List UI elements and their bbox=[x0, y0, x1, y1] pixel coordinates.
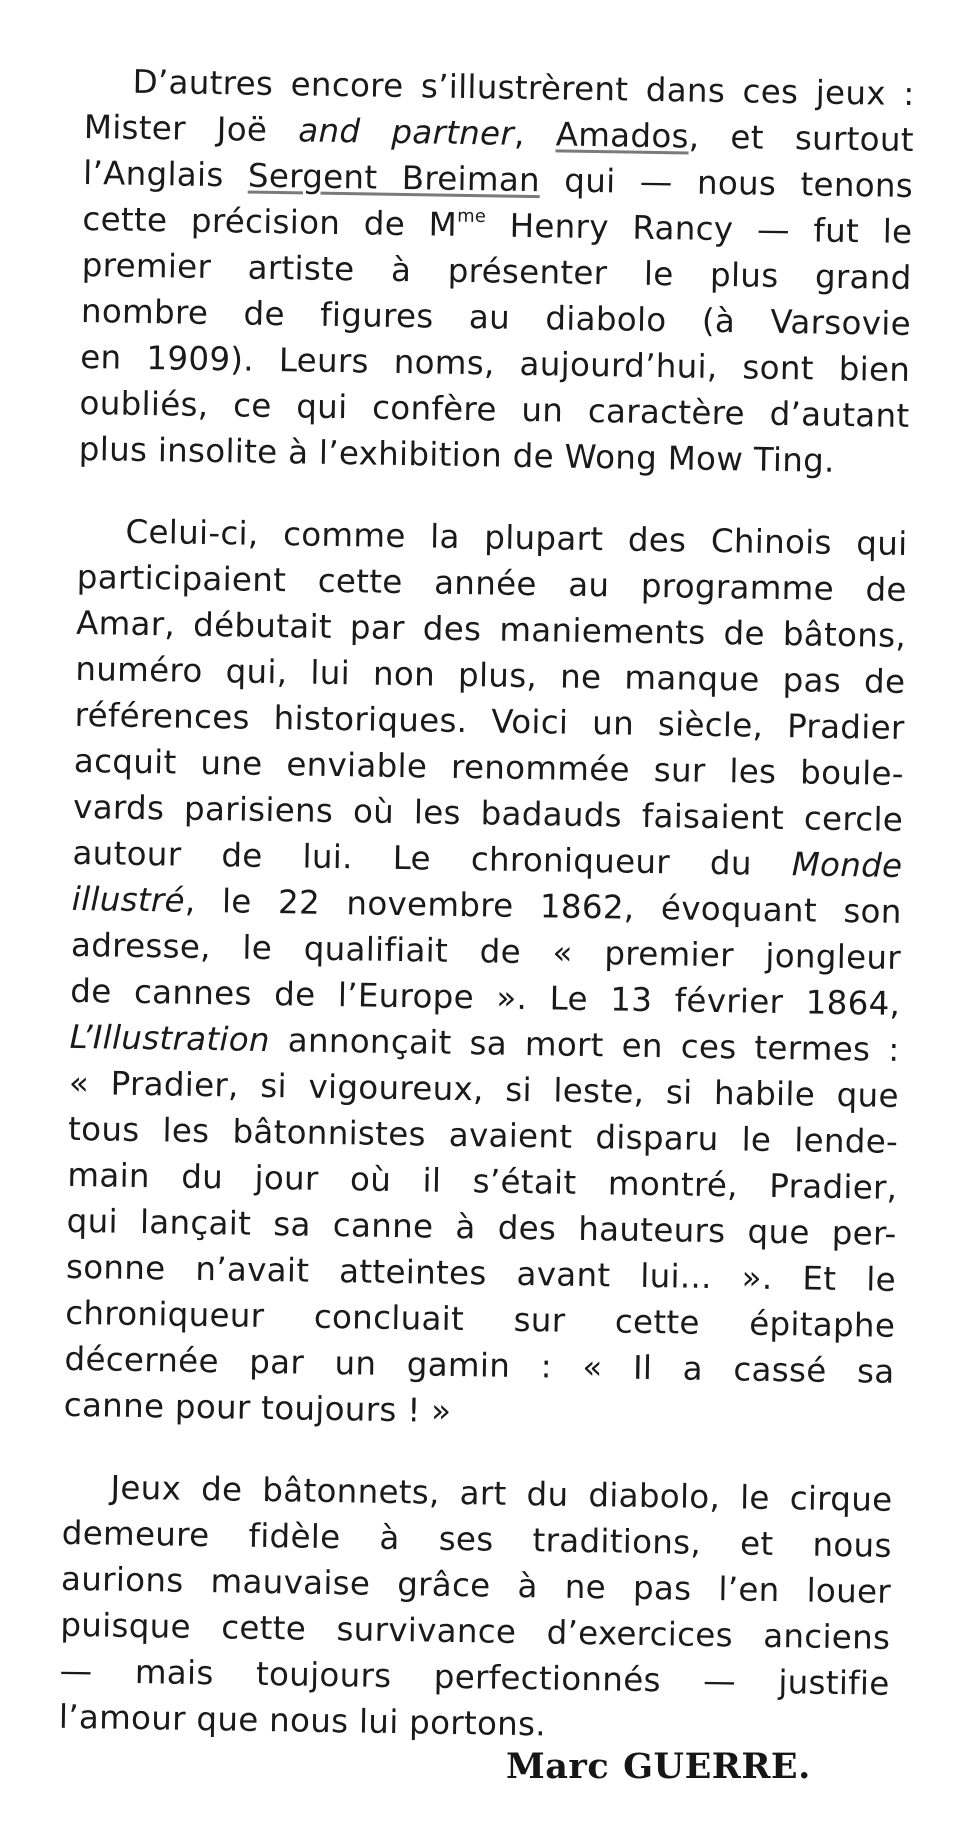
text-segment: qui lançait sa canne à des hauteurs que per- bbox=[66, 1201, 897, 1253]
text-segment: , et surtout bbox=[688, 117, 915, 160]
author-last-name: GUERRE. bbox=[623, 1746, 811, 1787]
text-segment: décernée par un gamin : « Il a cassé sa bbox=[64, 1339, 895, 1391]
author-first-name: Marc bbox=[506, 1746, 610, 1787]
text-segment: Sergent Breiman bbox=[247, 156, 541, 200]
article-body bbox=[59, 58, 915, 1753]
text-segment: autour de lui. Le chroniqueur du bbox=[72, 833, 793, 884]
text-segment: — mais toujours perfectionnés — justifie bbox=[59, 1651, 890, 1703]
text-segment: l’Anglais bbox=[82, 153, 249, 195]
text-segment: acquit une enviable renommée sur les boule- bbox=[73, 741, 905, 793]
paragraph bbox=[59, 1464, 893, 1753]
text-segment: l’amour que nous lui portons. bbox=[58, 1697, 547, 1744]
text-segment: oubliés, ce qui confère un caractère d’autant bbox=[79, 383, 910, 435]
text-segment: , le 22 novembre 1862, évoquant son bbox=[184, 881, 902, 931]
text-segment: premier artiste à présenter le plus grand bbox=[81, 245, 912, 298]
superscript: me bbox=[457, 205, 487, 228]
text-segment: qui — nous tenons bbox=[539, 161, 914, 206]
text-segment: numéro qui, lui non plus, ne manque pas de bbox=[75, 649, 906, 701]
text-segment: main du jour où il s’était montré, Pradier, bbox=[67, 1155, 898, 1207]
text-segment: adresse, le qualifiait de « premier jongleur bbox=[70, 925, 902, 977]
text-segment: Mister Joë bbox=[83, 107, 299, 150]
italic-text: L’Illustration bbox=[69, 1017, 271, 1060]
text-segment: canne pour toujours ! » bbox=[63, 1385, 452, 1430]
text-segment: Amados bbox=[555, 115, 690, 156]
text-segment: de cannes de l’Europe ». Le 13 février 1864, bbox=[70, 971, 901, 1023]
text-segment: puisque cette survivance d’exercices anciens bbox=[60, 1605, 891, 1657]
text-segment: « Pradier, si vigoureux, si leste, si habile que bbox=[68, 1063, 900, 1115]
text-segment: demeure fidèle à ses traditions, et nous bbox=[61, 1513, 893, 1565]
text-segment: Henry Rancy — fut le bbox=[485, 206, 913, 252]
text-segment: tous les bâtonnistes avaient disparu le lende- bbox=[67, 1109, 899, 1161]
text-segment: en 1909). Leurs noms, aujourd’hui, sont bien bbox=[80, 337, 911, 389]
text-segment: nombre de figures au diabolo (à Varsovie bbox=[80, 291, 912, 344]
text-segment: références historiques. Voici un siècle, Pradier bbox=[74, 695, 905, 747]
text-segment: cette précision de M bbox=[82, 199, 458, 244]
italic-text: and partner bbox=[297, 111, 515, 153]
text-segment: Amar, débutait par des maniements de bâtons, bbox=[75, 603, 907, 655]
text-segment: Celui-ci, comme la plupart des Chinois qui bbox=[125, 512, 908, 563]
text-segment: vards parisiens où les badauds faisaient cercle bbox=[72, 787, 904, 839]
author-signature bbox=[506, 1745, 811, 1789]
text-segment: , bbox=[513, 114, 557, 154]
paragraph bbox=[63, 508, 907, 1441]
text-segment: D’autres encore s’illustrèrent dans ces jeux : bbox=[132, 62, 915, 114]
text-segment: sonne n’avait atteintes avant lui... ». Et le bbox=[65, 1247, 897, 1299]
italic-text: Monde bbox=[791, 845, 903, 885]
italic-text: illustré bbox=[71, 879, 186, 920]
text-segment: aurions mauvaise grâce à ne pas l’en louer bbox=[60, 1559, 892, 1611]
text-segment: annonçait sa mort en ces termes : bbox=[269, 1021, 900, 1069]
text-segment: Jeux de bâtonnets, art du diabolo, le cirque bbox=[110, 1468, 893, 1519]
text-segment: plus insolite à l’exhibition de Wong Mow Ting. bbox=[78, 429, 836, 480]
text-segment: chroniqueur concluait sur cette épitaphe bbox=[64, 1293, 896, 1345]
text-segment: participaient cette année au programme de bbox=[76, 557, 908, 609]
paragraph bbox=[78, 58, 914, 485]
